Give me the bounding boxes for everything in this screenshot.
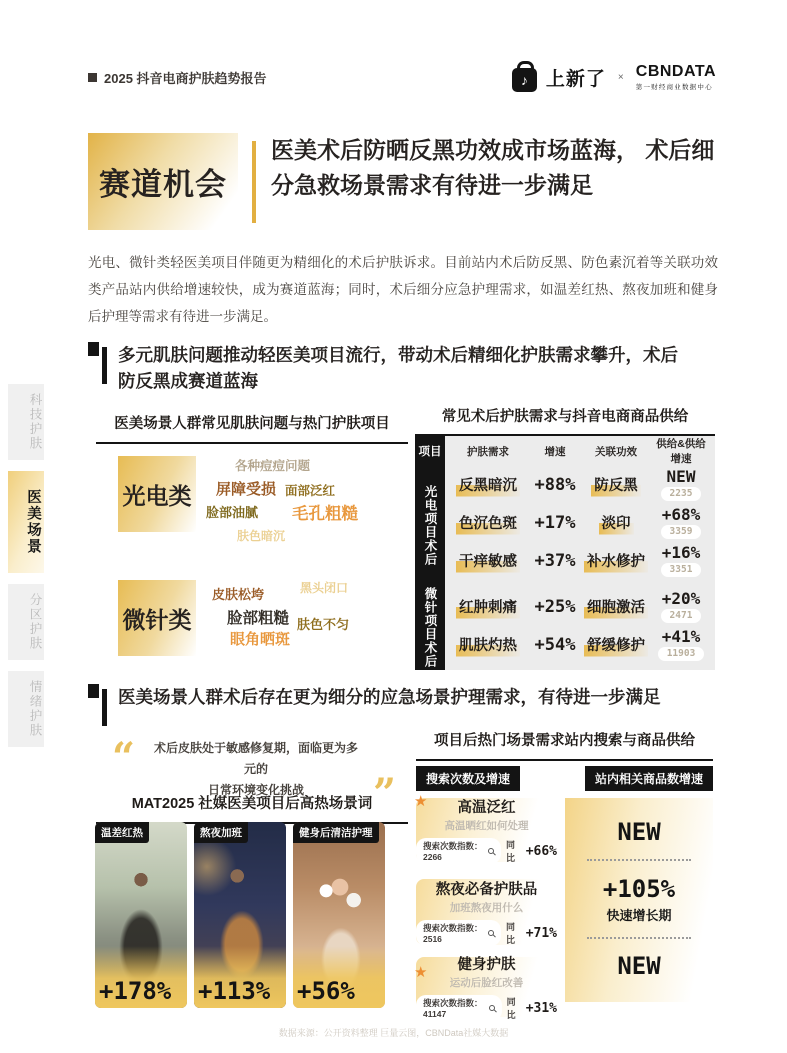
growth-value: +54% bbox=[534, 635, 576, 655]
supply-cell bbox=[651, 542, 711, 578]
sidebar-tab-emotion[interactable]: 情绪护肤 bbox=[8, 671, 44, 747]
search-index-pill bbox=[416, 920, 501, 946]
search-keyword: 健身护肤 bbox=[457, 957, 516, 973]
need-label: 肌肤灼热 bbox=[456, 634, 520, 657]
growth-value: +25% bbox=[534, 597, 576, 617]
efficacy-label: 舒缓修护 bbox=[584, 634, 648, 657]
search-index-row bbox=[416, 838, 557, 864]
col-header-efficacy: 关联功效 bbox=[595, 445, 637, 458]
need-label: 反黑暗沉 bbox=[456, 474, 520, 497]
supply-value: +41% bbox=[661, 626, 701, 646]
magnifier-icon bbox=[488, 848, 494, 854]
table-header-row bbox=[447, 436, 711, 466]
supply-status: NEW bbox=[617, 818, 661, 846]
yoy-value: +31% bbox=[525, 1000, 557, 1016]
supply-cell bbox=[651, 466, 711, 502]
supply-item bbox=[603, 875, 675, 924]
search-keyword: 高温泛红 bbox=[457, 800, 516, 816]
scene-chart-title: MAT2025 社媒医美项目后高热场景词 bbox=[96, 792, 408, 824]
supply-count-badge: 3351 bbox=[661, 563, 702, 577]
search-card-overtime bbox=[416, 879, 557, 945]
yoy-label: 同比 bbox=[506, 840, 516, 863]
sidebar-tab-medical-active[interactable]: 医美场景 bbox=[8, 471, 44, 573]
table-body bbox=[415, 436, 715, 670]
efficacy-label: 补水修护 bbox=[584, 550, 648, 573]
search-index-text: 搜索次数指数：2266 bbox=[423, 841, 483, 862]
cloud-word: 脸部油腻 bbox=[206, 505, 259, 520]
cloud-chart-title: 医美场景人群常见肌肤问题与热门护肤项目 bbox=[96, 412, 408, 444]
skin-issue-cloud-chart bbox=[96, 412, 408, 674]
bullet-square-icon bbox=[88, 73, 97, 82]
section2-title: 医美场景人群术后存在更为细分的应急场景护理需求，有待进一步满足 bbox=[118, 687, 661, 707]
report-title bbox=[88, 68, 267, 87]
scene-growth: +113% bbox=[194, 946, 286, 1008]
search-subquery: 加班熬夜用什么 bbox=[449, 902, 524, 914]
col-header-supply: 供给&供给增速 bbox=[656, 438, 706, 465]
music-note-icon: ♪ bbox=[520, 72, 528, 88]
search-index-text: 搜索次数指数：41147 bbox=[423, 998, 483, 1019]
yoy-value: +71% bbox=[525, 925, 557, 941]
open-quote-icon: “ bbox=[112, 734, 136, 781]
scene-growth: +56% bbox=[293, 946, 385, 1008]
supply-count-badge: 11903 bbox=[658, 647, 705, 661]
search-index-row bbox=[416, 995, 557, 1021]
sidebar-nav bbox=[8, 384, 44, 747]
gold-divider-bar bbox=[252, 141, 256, 223]
search-index-pill bbox=[416, 838, 501, 864]
supply-value: NEW bbox=[666, 466, 696, 486]
dotted-divider bbox=[587, 937, 691, 939]
search-index-row bbox=[416, 920, 557, 946]
supply-count-badge: 2235 bbox=[661, 487, 702, 501]
supply-count-badge: 2471 bbox=[661, 609, 702, 623]
supply-status: +105% bbox=[602, 874, 676, 903]
quote-line1: 术后皮肤处于敏感修复期，面临更为多元的 bbox=[154, 741, 359, 776]
table-row bbox=[447, 504, 711, 542]
cloud-word: 肤色不匀 bbox=[297, 617, 350, 632]
quote-mark-icon bbox=[88, 342, 107, 384]
data-source-footer: 数据来源：公开资料整理 巨量云图，CBNData社媒大数据 bbox=[278, 1028, 509, 1038]
sidebar-tab-tech[interactable]: 科技护肤 bbox=[8, 384, 44, 460]
table-row bbox=[447, 588, 711, 626]
scene-photo-overtime bbox=[194, 822, 286, 1008]
hero-block bbox=[88, 133, 729, 230]
scene-chart bbox=[96, 792, 408, 824]
supply-value: +16% bbox=[661, 542, 701, 562]
need-label: 干痒敏感 bbox=[456, 550, 520, 573]
cloud-word: 脸部粗糙 bbox=[227, 610, 290, 627]
scene-growth: +178% bbox=[95, 946, 187, 1008]
search-count-label: 搜索次数及增速 bbox=[416, 766, 520, 791]
supply-cell bbox=[651, 626, 711, 662]
search-panel-title: 项目后热门场景需求站内搜索与商品供给 bbox=[416, 729, 713, 761]
table-title: 常见术后护肤需求与抖音电商商品供给 bbox=[415, 405, 715, 436]
growth-value: +37% bbox=[534, 551, 576, 571]
quote-line2: 日常环境变化挑战 bbox=[207, 783, 304, 797]
efficacy-label: 细胞激活 bbox=[584, 596, 648, 619]
supply-value: +20% bbox=[661, 588, 701, 608]
cloud-word: 眼角晒斑 bbox=[230, 631, 291, 648]
magnifier-icon bbox=[488, 930, 494, 936]
cloud-word: 肤色暗沉 bbox=[237, 529, 286, 543]
search-supply-panel bbox=[416, 729, 713, 761]
scene-label: 熬夜加班 bbox=[194, 822, 248, 843]
partner-subtitle: 第一财经商业数据中心 bbox=[635, 84, 713, 91]
supply-item bbox=[617, 818, 660, 846]
search-subquery: 高温晒红如何处理 bbox=[444, 820, 529, 832]
cloud-word: 皮肤松垮 bbox=[212, 587, 265, 602]
dotted-divider bbox=[587, 859, 691, 861]
logo-group bbox=[512, 62, 716, 92]
search-index-pill bbox=[416, 995, 502, 1021]
partner-logo bbox=[636, 63, 716, 91]
cloud-word: 黑头闭口 bbox=[300, 581, 349, 595]
partner-wordmark: CBNDATA bbox=[635, 63, 716, 80]
page-headline: 医美术后防晒反黑功效成市场蓝海， 术后细分急救场景需求有待进一步满足 bbox=[271, 137, 715, 198]
supply-cell bbox=[651, 588, 711, 624]
need-label: 色沉色斑 bbox=[456, 512, 520, 535]
group-label-laser: 光电项目术后 bbox=[423, 484, 437, 566]
cloud-word: 各种痘痘问题 bbox=[235, 459, 311, 473]
yoy-label: 同比 bbox=[506, 997, 516, 1020]
growth-value: +17% bbox=[534, 513, 576, 533]
cloud-word: 面部泛红 bbox=[285, 484, 336, 498]
page-header bbox=[88, 62, 716, 92]
table-row bbox=[447, 466, 711, 504]
postcare-supply-table bbox=[415, 405, 715, 670]
need-label: 红肿刺痛 bbox=[456, 596, 520, 619]
col-header-need: 护肤需求 bbox=[467, 445, 509, 458]
yoy-label: 同比 bbox=[506, 922, 516, 945]
report-title-text: 2025 抖音电商护肤趋势报告 bbox=[104, 70, 267, 86]
search-card-fitness bbox=[414, 957, 557, 1020]
table-row bbox=[447, 542, 711, 580]
cloud-word: 毛孔粗糙 bbox=[292, 505, 358, 523]
search-keyword: 熬夜必备护肤品 bbox=[435, 882, 538, 898]
cross-separator: × bbox=[617, 71, 624, 83]
growth-value: +88% bbox=[534, 475, 576, 495]
supply-item bbox=[617, 952, 660, 980]
section1-heading bbox=[88, 342, 693, 395]
quote-mark-icon bbox=[88, 684, 107, 726]
yoy-value: +66% bbox=[525, 843, 557, 859]
product-growth-label: 站内相关商品数增速 bbox=[585, 766, 713, 791]
magnifier-icon bbox=[489, 1005, 495, 1011]
scene-photo-temperature bbox=[95, 822, 187, 1008]
table-row bbox=[447, 626, 711, 664]
section2-heading bbox=[88, 684, 718, 726]
cloud-word: 屏障受损 bbox=[216, 481, 277, 498]
table-corner-header: 项目 bbox=[418, 446, 442, 458]
star-icon: ★ bbox=[414, 793, 428, 810]
sidebar-tab-zone[interactable]: 分区护肤 bbox=[8, 584, 44, 660]
group-microneedle-label: 微针类 bbox=[118, 580, 196, 656]
section1-title: 多元肌肤问题推动轻医美项目流行，带动术后精细化护肤需求攀升，术后防反黑成赛道蓝海 bbox=[118, 345, 678, 392]
close-quote-icon: ” bbox=[372, 770, 396, 817]
section-tag: 赛道机会 bbox=[88, 133, 238, 230]
scene-label: 健身后清洁护理 bbox=[293, 822, 379, 843]
table-main bbox=[445, 436, 715, 670]
intro-paragraph: 光电、微针类轻医美项目伴随更为精细化的术后护肤诉求。目前站内术后防反黑、防色素沉着等关联功效类产品站内供给增速较快，成为赛道蓝海；同时，术后细分应急护理需求，如温差红热、熬夜加班和健身后护理等需求有待进一步满足。 bbox=[88, 255, 718, 324]
table-group-column bbox=[415, 436, 445, 670]
group-gap bbox=[447, 580, 711, 588]
supply-status: NEW bbox=[617, 952, 661, 980]
scene-photo-fitness bbox=[293, 822, 385, 1008]
col-header-growth: 增速 bbox=[544, 445, 566, 458]
supply-cell bbox=[651, 504, 711, 540]
supply-note: 快速增长期 bbox=[606, 907, 672, 923]
efficacy-label: 淡印 bbox=[599, 512, 634, 535]
efficacy-label: 防反黑 bbox=[591, 474, 641, 497]
group-label-microneedle: 微针项目术后 bbox=[423, 586, 437, 668]
scene-label: 温差红热 bbox=[95, 822, 149, 843]
search-index-text: 搜索次数指数：2516 bbox=[423, 923, 483, 944]
shopping-bag-logo-icon bbox=[512, 68, 537, 92]
group-laser-label: 光电类 bbox=[118, 456, 196, 532]
supply-value: +68% bbox=[661, 504, 701, 524]
search-card-heat bbox=[414, 793, 557, 863]
search-subquery: 运动后脸红改善 bbox=[449, 977, 524, 989]
search-panel-column-labels bbox=[416, 766, 713, 791]
brand-logo-text: 上新了 bbox=[545, 68, 606, 90]
supply-growth-box bbox=[565, 798, 713, 1002]
supply-count-badge: 3359 bbox=[661, 525, 702, 539]
star-icon: ★ bbox=[414, 964, 428, 981]
scene-photo-row bbox=[95, 822, 385, 1008]
